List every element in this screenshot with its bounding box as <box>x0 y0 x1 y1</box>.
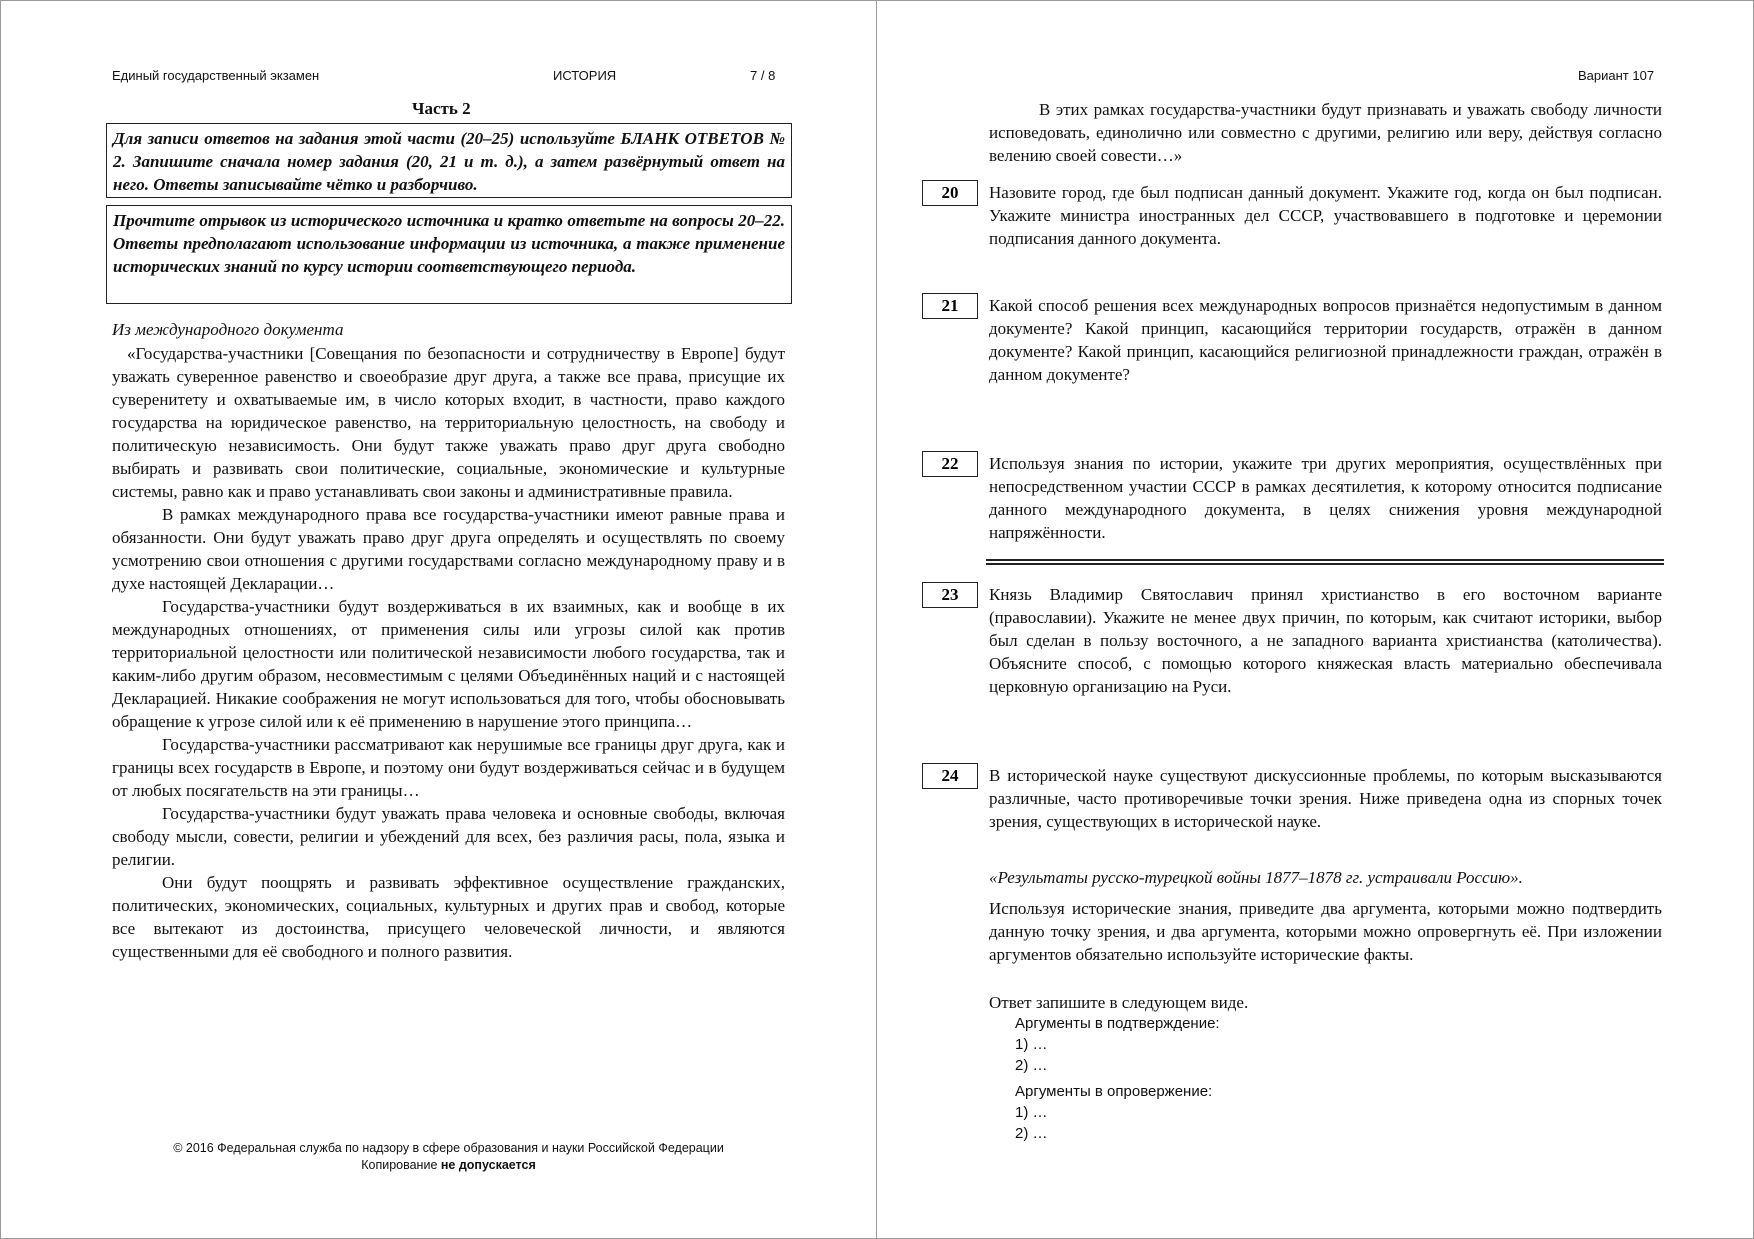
source-text <box>112 342 785 963</box>
refute-title: Аргументы в опровержение: <box>1015 1083 1213 1100</box>
refute-item-2: 2) … <box>1015 1125 1048 1142</box>
answer-form-intro: Ответ запишите в следующем виде. <box>989 993 1249 1012</box>
copying-notice <box>112 1158 785 1172</box>
task-number-20: 20 <box>922 180 978 206</box>
task-text-22: Используя знания по истории, укажите три других мероприятия, осуществлённых при непосредственном участии СССР в рамках десятилетия, к которому относится подписание данного международного документа, в целях снижения уровня международной напряжённости. <box>989 454 1662 542</box>
variant-number: Вариант 107 <box>1578 68 1655 83</box>
reading-instruction-box: Прочтите отрывок из исторического источника и кратко ответьте на вопросы 20–22. Ответы предполагают использование информации из источника, а также применение исторических знаний по курсу истории соответствующего периода. <box>106 205 792 304</box>
task-text-24: В исторической науке существуют дискуссионные проблемы, по которым высказываются различные, часто противоречивые точки зрения. Ниже приведена одна из спорных точек зрения, существующих в исторической науке. <box>989 766 1662 831</box>
source-paragraph: Государства-участники рассматривают как нерушимые все границы друг друга, как и границы всех государств в Европе, и поэтому они будут воздерживаться сейчас и в будущем от любых посягательств на эти границы… <box>112 735 785 800</box>
disputed-viewpoint: «Результаты русско-турецкой войны 1877–1878 гг. устраивали Россию». <box>989 868 1523 887</box>
task-text-23: Князь Владимир Святославич принял христианство в его восточном варианте (православии). Укажите не менее двух причин, по которым, как считают историки, выбор был сделан в пользу восточного, а не западного варианта христианства (католичества). Объясните способ, с помощью которого княжеская власть материально обеспечивала церковную организацию на Руси. <box>989 585 1662 696</box>
task-number-21: 21 <box>922 293 978 319</box>
copyright-line: © 2016 Федеральная служба по надзору в сфере образования и науки Российской Федерации <box>173 1141 724 1155</box>
part-title: Часть 2 <box>412 99 471 118</box>
exam-name: Единый государственный экзамен <box>112 68 320 83</box>
copying-notice-prefix: Копирование <box>361 1158 441 1172</box>
confirm-title: Аргументы в подтверждение: <box>1015 1015 1220 1032</box>
page-number: 7 / 8 <box>750 68 776 83</box>
confirm-item-2: 2) … <box>1015 1057 1048 1074</box>
confirm-item-1: 1) … <box>1015 1036 1048 1053</box>
source-paragraph: Они будут поощрять и развивать эффективное осуществление гражданских, политических, экономических, социальных, культурных и других прав и свобод, которые все вытекают из достоинства, присущего человеческой личности, и являются существенными для её свободного и полного развития. <box>112 873 785 961</box>
task-number-23: 23 <box>922 582 978 608</box>
task-number-22: 22 <box>922 451 978 477</box>
source-paragraph: Государства-участники будут воздерживаться в их взаимных, как и вообще в их международных отношениях, от применения силы или угрозы силой как против территориальной целостности или политической независимости любого государства, так и каким-либо другим образом, несовместимым с целями Объединённых наций и с настоящей Декларацией. Никакие соображения не могут использоваться для того, чтобы обосновывать обращение к угрозе силой или к её применению в нарушение этого принципа… <box>112 597 785 731</box>
page-divider <box>876 0 877 1239</box>
section-separator <box>986 559 1664 565</box>
source-continuation <box>989 98 1662 167</box>
task-text-20: Назовите город, где был подписан данный документ. Укажите год, когда он был подписан. Укажите министра иностранных дел СССР, участвовавшего в подготовке и церемонии подписания данного документа. <box>989 183 1662 248</box>
source-paragraph: «Государства-участники [Совещания по безопасности и сотрудничеству в Европе] будут уважать суверенное равенство и своеобразие друг друга, а также все права, присущие их суверенитету и охватываемые им, в число которых входит, в частности, право каждого государства на юридическое равенство, на территориальную целостность, на свободу и политическую независимость. Они будут также уважать право друг друга свободно выбирать и развивать свои политические, социальные, экономические и культурные системы, равно как и право устанавливать свои законы и административные правила. <box>112 344 785 501</box>
copying-notice-bold: не допускается <box>440 1158 536 1172</box>
subject-name: ИСТОРИЯ <box>553 68 617 83</box>
answer-template <box>1015 1013 1220 1144</box>
instruction-box: Для записи ответов на задания этой части (20–25) используйте БЛАНК ОТВЕТОВ № 2. Запишите сначала номер задания (20, 21 и т. д.), а затем развёрнутый ответ на него. Ответы записывайте чётко и разборчиво. <box>106 123 792 198</box>
source-paragraph: В рамках международного права все государства-участники имеют равные права и обязанности. Они будут уважать право друг друга определять и осуществлять по своему усмотрению свои отношения с другими государствами согласно международному праву и в духе настоящей Декларации… <box>112 505 785 593</box>
task-number-24: 24 <box>922 763 978 789</box>
task-24-instruction: Используя исторические знания, приведите два аргумента, которыми можно подтвердить данную точку зрения, и два аргумента, которыми можно опровергнуть её. При изложении аргументов обязательно используйте исторические факты. <box>989 899 1662 964</box>
refute-item-1: 1) … <box>1015 1104 1048 1121</box>
source-paragraph: Государства-участники будут уважать права человека и основные свободы, включая свободу мысли, совести, религии и убеждений для всех, без различия расы, пола, языка и религии. <box>112 804 785 869</box>
source-title: Из международного документа <box>112 320 344 339</box>
source-paragraph: В этих рамках государства-участники будут признавать и уважать свободу личности исповедовать, единолично или совместно с другими, религию или веру, действуя согласно велению своей совести…» <box>989 100 1662 165</box>
task-text-21: Какой способ решения всех международных вопросов признаётся недопустимым в данном документе? Какой принцип, касающийся территории государств, отражён в данном документе? Какой принцип, касающийся религиозной принадлежности граждан, отражён в данном документе? <box>989 296 1662 384</box>
